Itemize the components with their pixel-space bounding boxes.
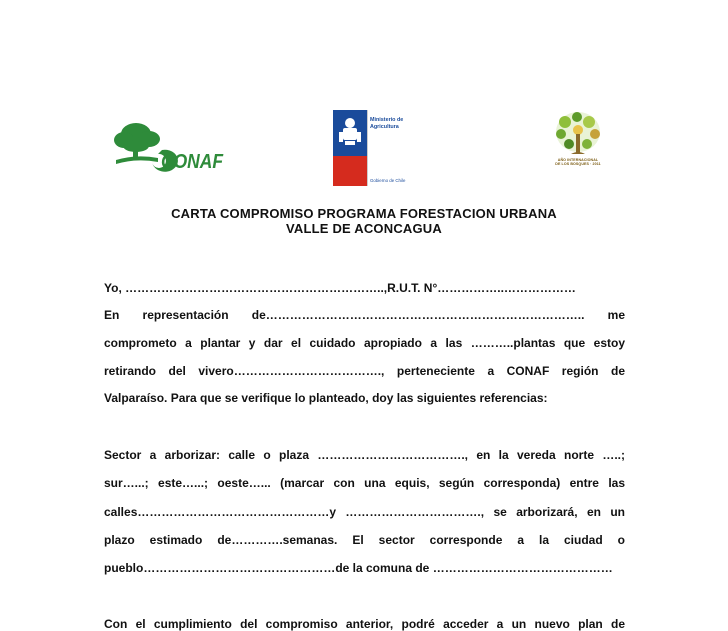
body-line-vivero: retirando del vivero………………………………., perteneciente a CONAF región de	[104, 364, 625, 378]
body-line-representacion: En representación de…………………………………………………………………….. me	[104, 308, 625, 322]
iyf-caption-line2: DE LOS BOSQUES · 2011	[555, 162, 601, 166]
iyf-caption-line1: AÑO INTERNACIONAL	[557, 158, 599, 162]
document-subtitle: VALLE DE ACONCAGUA	[286, 221, 442, 236]
body-line-calles: calles…………………………………………y ……………………………., se arborizará, en un	[104, 505, 625, 519]
body-line-comprometo: comprometo a plantar y dar el cuidado apropiado a las ………..plantas que estoy	[104, 336, 625, 350]
ministerio-agricultura-logo	[333, 110, 416, 186]
ministerio-line2: Agricultura	[370, 124, 399, 130]
gobierno-footer: Gobierno de Chile	[370, 178, 406, 183]
body-line-orientacion: sur…...; este…...; oeste…... (marcar con una equis, según corresponda) entre las	[104, 476, 625, 490]
international-year-forests-logo	[551, 110, 605, 176]
body-line-valparaiso: Valparaíso. Para que se verifique lo planteado, doy las siguientes referencias:	[104, 391, 548, 405]
body-line-pueblo: pueblo…………………………………………de la comuna de ………………………………………	[104, 561, 613, 575]
conaf-wordmark: CONAF	[161, 151, 224, 173]
document-title: CARTA COMPROMISO PROGRAMA FORESTACION URBANA	[171, 206, 557, 221]
body-line-yo: Yo, ………………………………………………………..,R.U.T. N°……………..………………	[104, 281, 576, 295]
body-line-sector: Sector a arborizar: calle o plaza ………………………………., en la vereda norte …..;	[104, 448, 625, 462]
body-line-cumplimiento: Con el cumplimiento del compromiso anterior, podré acceder a un nuevo plan de	[104, 617, 625, 631]
conaf-logo	[106, 118, 226, 180]
body-line-plazo: plazo estimado de………….semanas. El sector corresponde a la ciudad o	[104, 533, 625, 547]
ministerio-line1: Ministerio de	[370, 117, 404, 123]
iyf-caption	[548, 158, 608, 166]
